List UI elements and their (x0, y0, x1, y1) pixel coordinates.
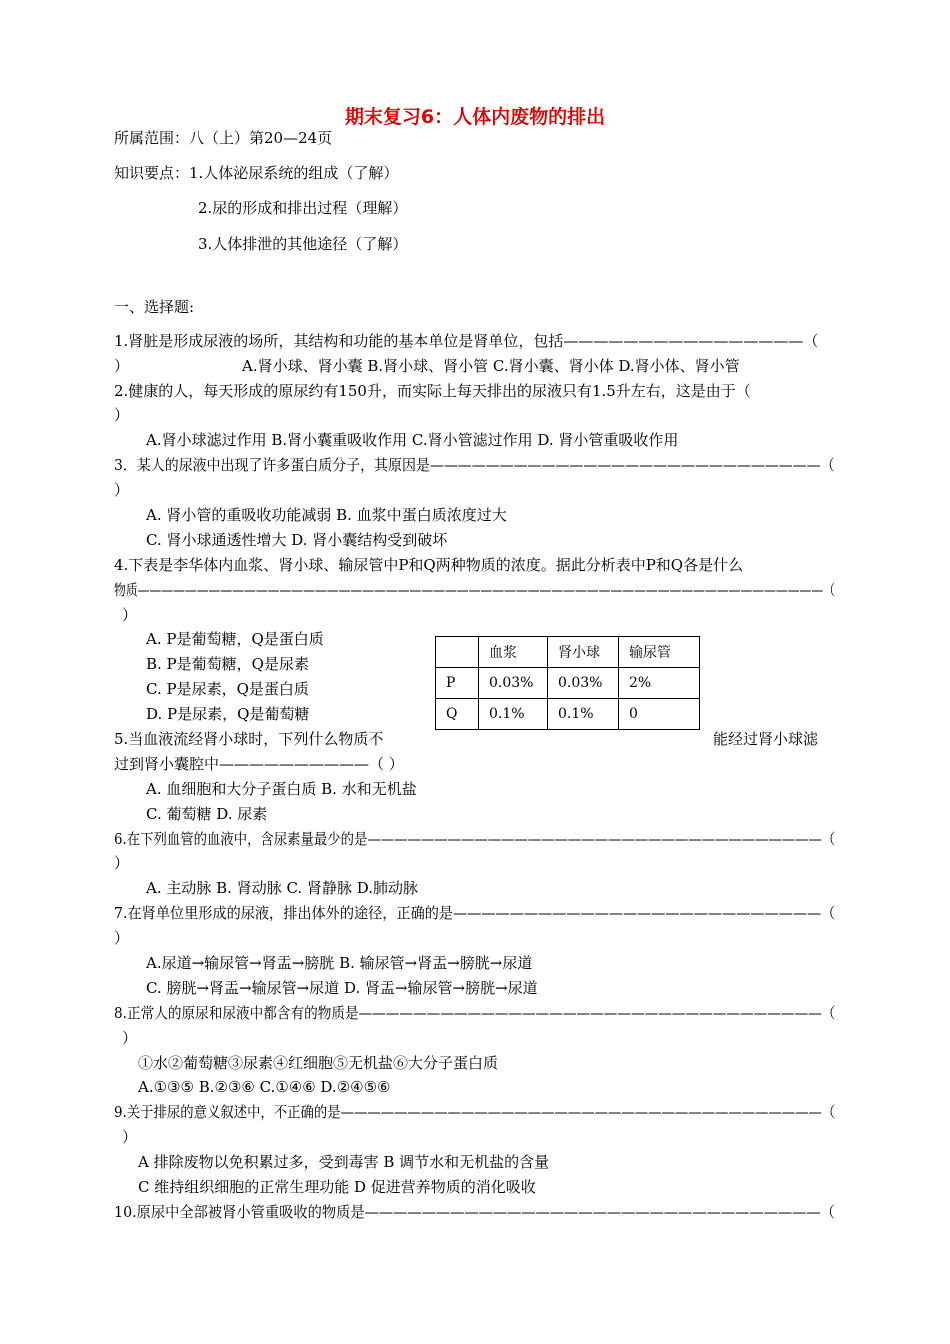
knowledge-point-3: 3.人体排泄的其他途径（了解） (198, 235, 408, 253)
q4-option-a: A. P是葡萄糖，Q是蛋白质 (146, 630, 324, 648)
q7-options-2: C. 膀胱→肾盂→输尿管→尿道 D. 肾盂→输尿管→膀胱→尿道 (146, 979, 538, 997)
table-cell: 0.1% (548, 699, 619, 730)
q7-paren: ） (114, 929, 130, 947)
page-title: 期末复习6：人体内废物的排出 (344, 106, 606, 128)
q6-options: A. 主动脉 B. 肾动脉 C. 肾静脉 D.肺动脉 (146, 879, 418, 897)
q4-paren: ） (122, 606, 138, 624)
table-cell: P (436, 668, 479, 699)
q9-paren: ） (122, 1128, 138, 1146)
table-header-row (436, 637, 700, 668)
table-row (436, 668, 700, 699)
q5-options-1: A. 血细胞和大分子蛋白质 B. 水和无机盐 (146, 780, 417, 798)
q8-items: ①水②葡萄糖③尿素④红细胞⑤无机盐⑥大分子蛋白质 (138, 1054, 499, 1072)
q4-option-d: D. P是尿素，Q是葡萄糖 (146, 705, 310, 723)
q3-paren: ） (114, 481, 130, 499)
q9-stem: 9.关于排尿的意义叙述中，不正确的是————————————————————————————————————（ (114, 1103, 836, 1121)
q3-stem: 3．某人的尿液中出现了许多蛋白质分子，其原因是————————————————————————————（ (114, 456, 835, 474)
q8-stem: 8.正常人的原尿和尿液中都含有的物质是——————————————————————————————————（ (114, 1004, 836, 1022)
q1-options: A.肾小球、肾小囊 B.肾小球、肾小管 C.肾小囊、肾小体 D.肾小体、肾小管 (242, 357, 740, 375)
table-header-cell: 血浆 (479, 637, 548, 668)
q6-paren: ） (114, 854, 130, 872)
q4-option-b: B. P是葡萄糖，Q是尿素 (146, 655, 309, 673)
q7-stem: 7.在肾单位里形成的尿液，排出体外的途径，正确的是——————————————————————————（ (114, 904, 836, 922)
q4-stem: 4.下表是李华体内血浆、肾小球、输尿管中P和Q两种物质的浓度。据此分析表中P和Q各是什么 (114, 556, 744, 574)
concentration-table (435, 636, 700, 730)
table-cell: 0.03% (548, 668, 619, 699)
q4-option-c: C. P是尿素，Q是蛋白质 (146, 680, 309, 698)
table-cell: Q (436, 699, 479, 730)
q5-stem-2: 过到肾小囊腔中——————————（ ） (114, 755, 404, 773)
q7-options-1: A.尿道→输尿管→肾盂→膀胱 B. 输尿管→肾盂→膀胱→尿道 (146, 954, 533, 972)
scope-line: 所属范围：八（上）第20—24页 (114, 129, 333, 147)
table-header-cell: 输尿管 (619, 637, 700, 668)
q9-options-1: A 排除废物以免积累过多，受到毒害 B 调节水和无机盐的含量 (138, 1153, 550, 1171)
q5-stem-right: 能经过肾小球滤 (713, 730, 819, 748)
knowledge-point-1: 知识要点：1.人体泌尿系统的组成（了解） (114, 164, 399, 182)
q1-paren: ） (114, 357, 130, 375)
q8-paren: ） (122, 1029, 138, 1047)
table-cell: 0.03% (479, 668, 548, 699)
table-header-cell: 肾小球 (548, 637, 619, 668)
q5-stem: 5.当血液流经肾小球时，下列什么物质不 (114, 730, 384, 748)
q5-options-2: C. 葡萄糖 D. 尿素 (146, 805, 268, 823)
knowledge-point-2: 2.尿的形成和排出过程（理解） (198, 199, 408, 217)
q1-stem: 1.肾脏是形成尿液的场所，其结构和功能的基本单位是肾单位，包括————————————————（ (114, 332, 819, 350)
q8-options: A.①③⑤ B.②③⑥ C.①④⑥ D.②④⑤⑥ (138, 1078, 391, 1096)
table-cell: 0.1% (479, 699, 548, 730)
table-cell: 2% (619, 668, 700, 699)
q4-stem-2: 物质——————————————————————————————————————————————————————————（ (114, 581, 836, 599)
q2-options: A.肾小球滤过作用 B.肾小囊重吸收作用 C.肾小管滤过作用 D. 肾小管重吸收作用 (146, 431, 679, 449)
q9-options-2: C 维持组织细胞的正常生理功能 D 促进营养物质的消化吸收 (138, 1178, 536, 1196)
q3-options-2: C. 肾小球通透性增大 D. 肾小囊结构受到破坏 (146, 531, 448, 549)
table-cell: 0 (619, 699, 700, 730)
q3-options-1: A. 肾小管的重吸收功能减弱 B. 血浆中蛋白质浓度过大 (146, 506, 507, 524)
table-header-cell (436, 637, 479, 668)
q2-stem: 2.健康的人，每天形成的原尿约有150升，而实际上每天排出的尿液只有1.5升左右，这是由于（ (114, 382, 751, 400)
q10-stem: 10.原尿中全部被肾小管重吸收的物质是————————————————————————————————（ (114, 1203, 835, 1221)
table-row (436, 699, 700, 730)
section-heading: 一、选择题: (114, 298, 195, 316)
q2-paren: ） (114, 406, 130, 424)
q6-stem: 6.在下列血管的血液中，含尿素量最少的是——————————————————————————————————（ (114, 830, 836, 848)
